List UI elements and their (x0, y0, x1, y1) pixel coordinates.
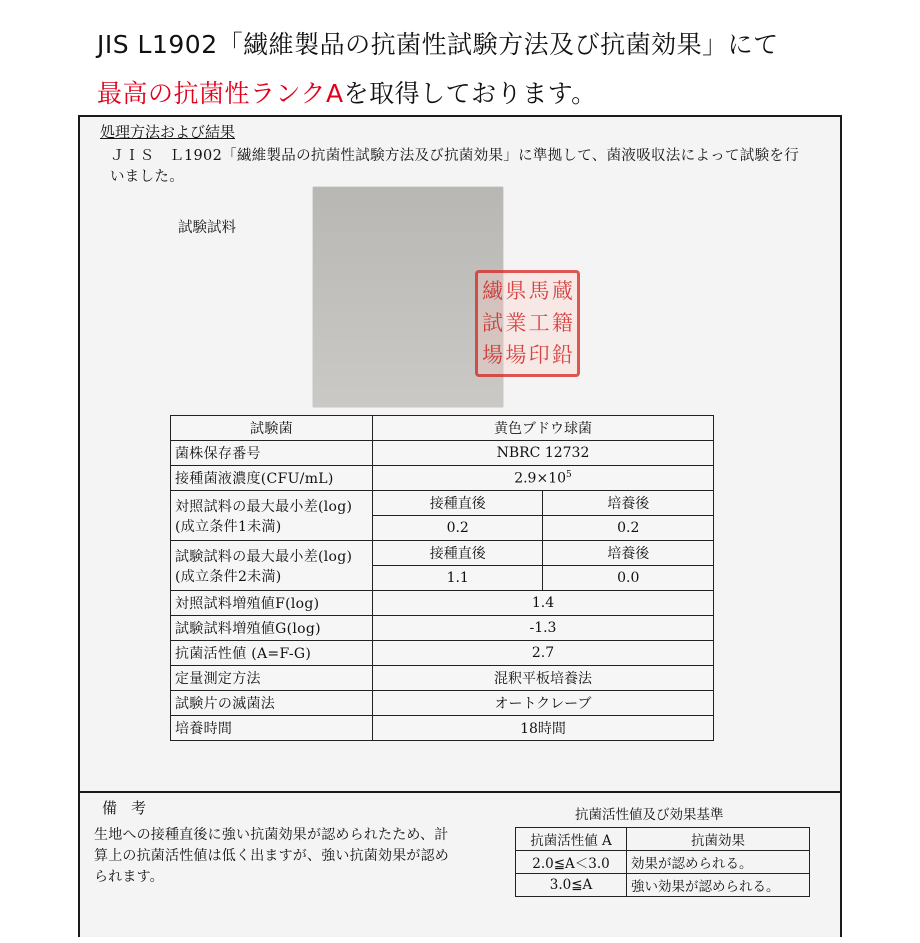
section-title: 処理方法および結果 (100, 123, 236, 141)
criteria-title: 抗菌活性値及び効果基準 (575, 807, 724, 823)
row-label: 抗菌活性値 (A=F-G) (171, 641, 373, 666)
row-value: -1.3 (372, 616, 713, 641)
table-row (516, 851, 810, 874)
criteria-range: 2.0≦A＜3.0 (516, 851, 627, 874)
table-row (171, 541, 714, 566)
row-label: 試験試料増殖値G(log) (171, 616, 373, 641)
table-row (516, 874, 810, 897)
col-after: 培養後 (543, 491, 714, 516)
control-diff-label-2: (成立条件1未満) (175, 518, 282, 535)
seal-char: 印 (528, 342, 550, 367)
control-diff-label (171, 491, 373, 541)
control-diff-label-1: 対照試料の最大最小差(log) (175, 498, 353, 515)
criteria-header-effect: 抗菌効果 (627, 828, 810, 851)
row-value: 2.7 (372, 641, 713, 666)
strain-label: 菌株保存番号 (171, 441, 373, 466)
headline-highlight: 最高の抗菌性ランクA (97, 79, 344, 108)
table-row (171, 641, 714, 666)
headline-rest: を取得しております。 (343, 79, 597, 108)
seal-char: 業 (505, 310, 527, 335)
col-after: 培養後 (543, 541, 714, 566)
notes-section (80, 791, 840, 943)
headline-line-1: JIS L1902「繊維製品の抗菌性試験方法及び抗菌効果」にて (97, 30, 779, 59)
sample-label: 試験試料 (178, 220, 236, 236)
col-immediately: 接種直後 (372, 491, 543, 516)
seal-char: 蔵 (551, 279, 573, 304)
table-row (171, 416, 714, 441)
test-immediately-value: 1.1 (372, 566, 543, 591)
seal-char: 場 (482, 342, 504, 367)
table-row (171, 716, 714, 741)
row-value: 混釈平板培養法 (372, 666, 713, 691)
table-row (171, 591, 714, 616)
test-report (78, 115, 842, 937)
seal-char: 工 (528, 310, 550, 335)
row-label: 培養時間 (171, 716, 373, 741)
table-row (171, 491, 714, 516)
table-row (171, 616, 714, 641)
concentration-label: 接種菌液濃度(CFU/mL) (171, 466, 373, 491)
intro-text: ＪＩＳ Ｌ1902「繊維製品の抗菌性試験方法及び抗菌効果」に準拠して、菌液吸収法によって試験を行いました。 (110, 148, 800, 185)
test-diff-label-1: 試験試料の最大最小差(log) (175, 548, 353, 565)
row-value: 1.4 (372, 591, 713, 616)
row-label: 対照試料増殖値F(log) (171, 591, 373, 616)
criteria-effect: 効果が認められる。 (627, 851, 810, 874)
seal-char: 県 (505, 279, 527, 304)
strain-value: NBRC 12732 (372, 441, 713, 466)
col-immediately: 接種直後 (372, 541, 543, 566)
test-results-table (170, 415, 714, 741)
seal-char: 鉛 (551, 342, 573, 367)
headline-line-2 (97, 74, 597, 110)
seal-char: 繊 (482, 279, 504, 304)
row-value: 18時間 (372, 716, 713, 741)
notes-text: 生地への接種直後に強い抗菌効果が認められたため、計算上の抗菌活性値は低く出ますが、強い抗菌効果が認められます。 (94, 827, 449, 885)
red-seal-stamp (475, 270, 580, 377)
conc-exponent: 5 (566, 469, 572, 480)
seal-char: 試 (482, 310, 504, 335)
seal-char: 馬 (528, 279, 550, 304)
table-row (171, 691, 714, 716)
criteria-header-value: 抗菌活性値 A (516, 828, 627, 851)
notes-title: 備考 (102, 799, 161, 817)
control-immediately-value: 0.2 (372, 516, 543, 541)
seal-char: 籍 (551, 310, 573, 335)
criteria-table (515, 827, 810, 897)
table-row (171, 466, 714, 491)
control-after-value: 0.2 (543, 516, 714, 541)
row-value: オートクレーブ (372, 691, 713, 716)
test-after-value: 0.0 (543, 566, 714, 591)
table-row (171, 666, 714, 691)
concentration-value (372, 466, 713, 491)
conc-base: 2.9×10 (514, 470, 567, 487)
table-row (171, 441, 714, 466)
bacteria-value: 黄色ブドウ球菌 (372, 416, 713, 441)
criteria-range: 3.0≦A (516, 874, 627, 897)
table-row (516, 828, 810, 851)
bacteria-label: 試験菌 (171, 416, 373, 441)
test-diff-label (171, 541, 373, 591)
criteria-effect: 強い効果が認められる。 (627, 874, 810, 897)
row-label: 試験片の滅菌法 (171, 691, 373, 716)
test-diff-label-2: (成立条件2未満) (175, 568, 282, 585)
row-label: 定量測定方法 (171, 666, 373, 691)
seal-char: 場 (505, 342, 527, 367)
